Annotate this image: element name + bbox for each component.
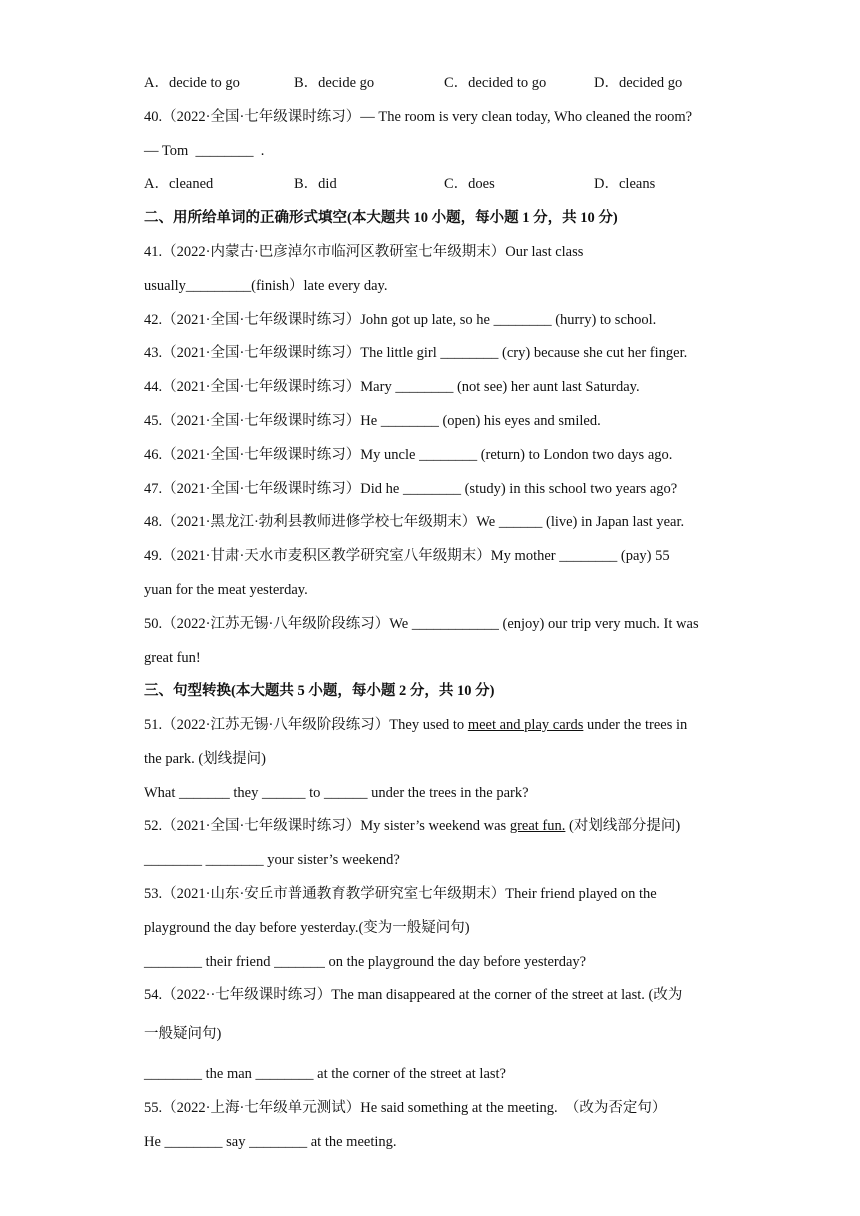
q39-option-c: C．decided to go: [444, 75, 547, 91]
q40-option-c: C．does: [444, 176, 495, 192]
q45-line: 45.（2021·全国·七年级课时练习）He ________ (open) his eyes and smiled.: [144, 413, 601, 429]
q41-line1: 41.（2022·内蒙古·巴彦淖尔市临河区教研室七年级期末）Our last class: [144, 244, 584, 260]
q54-line2: 一般疑问句): [144, 1026, 222, 1042]
q51-line2: the park. (划线提问): [144, 751, 267, 767]
q50-line1: 50.（2022·江苏无锡·八年级阶段练习）We ____________ (enjoy) our trip very much. It was: [144, 616, 699, 632]
q40-option-d: D．cleans: [594, 176, 656, 192]
q51-line1: [144, 718, 687, 733]
q39-option-b: B．decide go: [294, 75, 375, 91]
q41-line2: usually_________(finish）late every day.: [144, 278, 388, 294]
q55-line1: 55.（2022·上海·七年级单元测试）He said something at the meeting. （改为否定句）: [144, 1100, 667, 1116]
q53-answer: ________ their friend _______ on the playground the day before yesterday?: [144, 954, 587, 970]
q49-line1: 49.（2021·甘肃·天水市麦积区教学研究室八年级期末）My mother ________ (pay) 55: [144, 548, 670, 564]
q52-underlined: great fun.: [509, 818, 566, 834]
section3-heading: 三、句型转换(本大题共 5 小题，每小题 2 分，共 10 分): [144, 683, 495, 699]
q40-stem: 40.（2022·全国·七年级课时练习）— The room is very clean today, Who cleaned the room?: [144, 109, 693, 125]
q39-option-d: D．decided go: [594, 75, 683, 91]
q52-answer: ________ ________ your sister’s weekend?: [144, 852, 400, 868]
q53-line1: 53.（2021·山东·安丘市普通教育教学研究室七年级期末）Their friend played on the: [144, 886, 657, 902]
q43-line: 43.（2021·全国·七年级课时练习）The little girl ________ (cry) because she cut her finger.: [144, 345, 688, 361]
q52-line1: [144, 819, 680, 834]
q51-underlined: meet and play cards: [467, 717, 584, 733]
section2-heading: 二、用所给单词的正确形式填空(本大题共 10 小题，每小题 1 分，共 10 分): [144, 210, 618, 226]
q51-answer: What _______ they ______ to ______ under the trees in the park?: [144, 785, 529, 801]
q55-answer: He ________ say ________ at the meeting.: [144, 1134, 397, 1150]
q54-answer: ________ the man ________ at the corner of the street at last?: [144, 1066, 506, 1082]
q50-line2: great fun!: [144, 650, 201, 666]
q46-line: 46.（2021·全国·七年级课时练习）My uncle ________ (return) to London two days ago.: [144, 447, 673, 463]
q53-line2: playground the day before yesterday.(变为一般疑问句): [144, 920, 470, 936]
q40-option-a: A．cleaned: [144, 176, 214, 192]
q51-suffix: under the trees in: [583, 717, 688, 733]
q52-suffix: (对划线部分提问): [565, 818, 681, 834]
q42-line: 42.（2021·全国·七年级课时练习）John got up late, so he ________ (hurry) to school.: [144, 312, 657, 328]
q49-line2: yuan for the meat yesterday.: [144, 582, 308, 598]
q48-line: 48.（2021·黑龙江·勃利县教师进修学校七年级期末）We ______ (live) in Japan last year.: [144, 514, 685, 530]
q40-answer-line: — Tom ________ .: [144, 143, 265, 159]
q39-option-a: A．decide to go: [144, 75, 240, 91]
q40-option-b: B．did: [294, 176, 337, 192]
q51-prefix: 51.（2022·江苏无锡·八年级阶段练习）They used to: [144, 717, 468, 733]
q47-line: 47.（2021·全国·七年级课时练习）Did he ________ (study) in this school two years ago?: [144, 481, 678, 497]
q52-prefix: 52.（2021·全国·七年级课时练习）My sister’s weekend was: [144, 818, 510, 834]
q44-line: 44.（2021·全国·七年级课时练习）Mary ________ (not see) her aunt last Saturday.: [144, 379, 640, 395]
q54-line1: 54.（2022··七年级课时练习）The man disappeared at the corner of the street at last. (改为: [144, 987, 683, 1003]
